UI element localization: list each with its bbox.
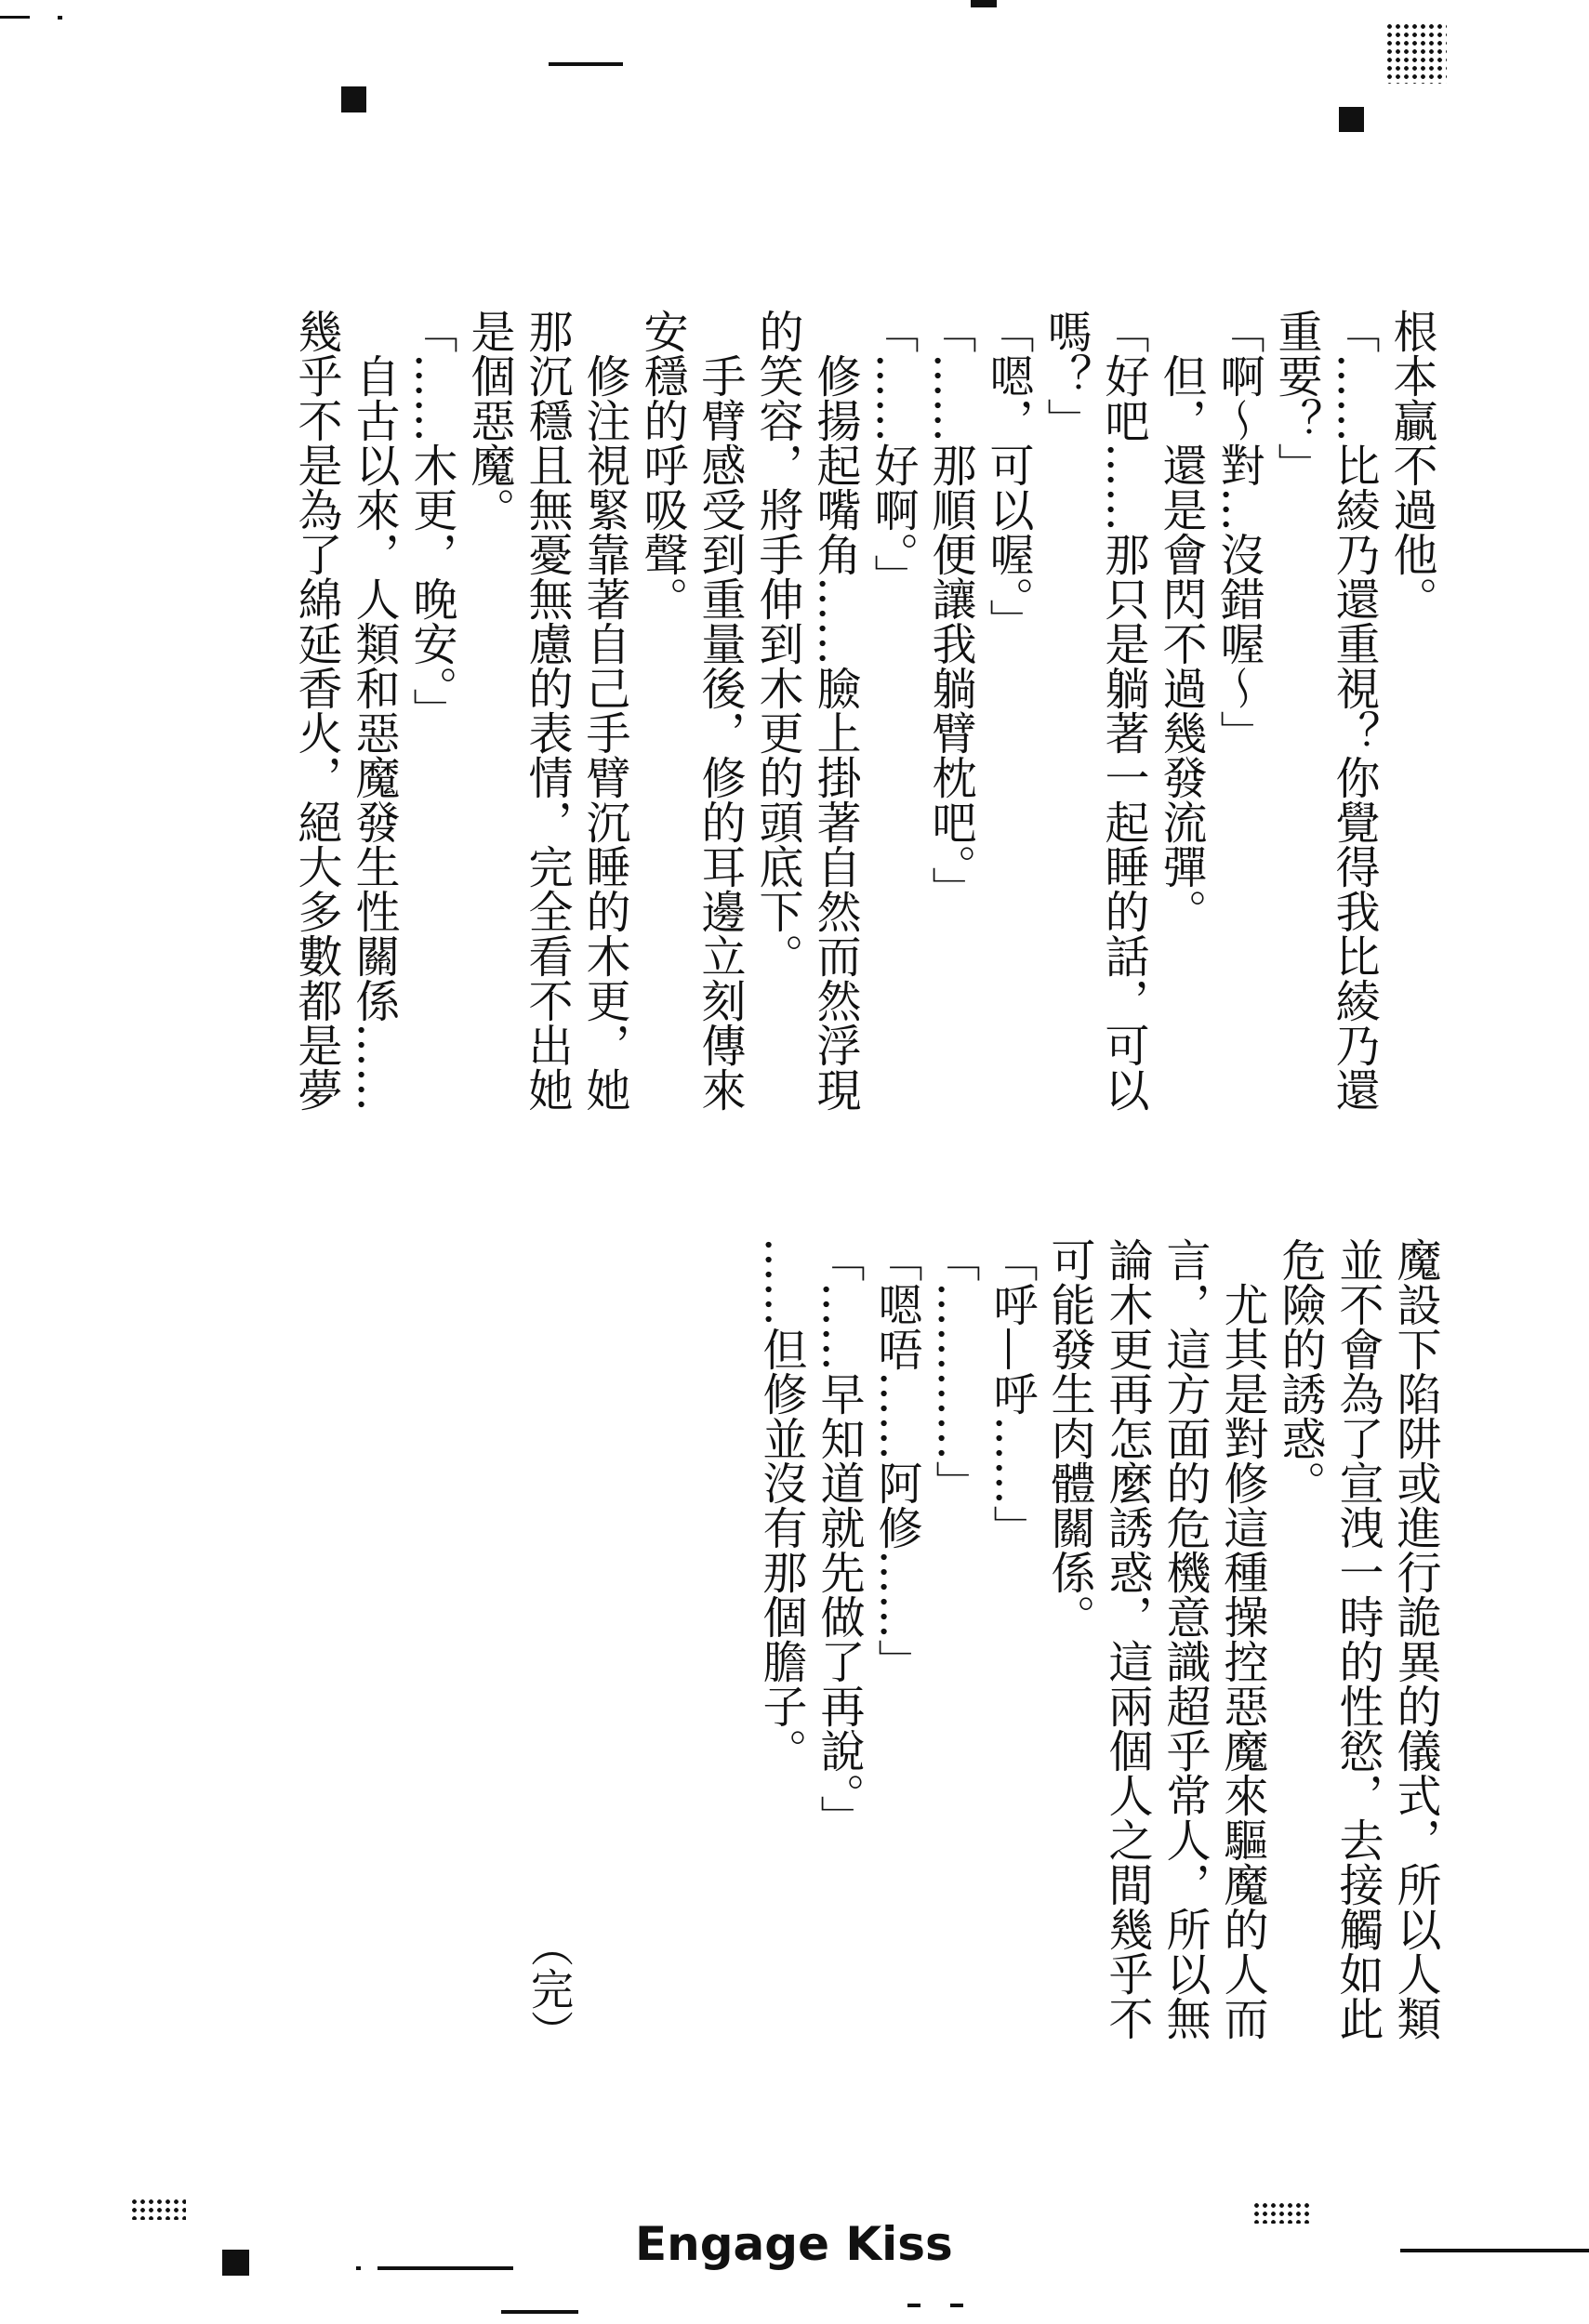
decor-corner — [907, 2304, 920, 2307]
text-column: 但，還是會閃不過幾發流彈。 — [1155, 309, 1207, 933]
decor-square — [1339, 107, 1364, 132]
text-column: 修注視緊靠著自己手臂沉睡的木更，她 — [578, 309, 630, 1112]
text-column: 安穩的呼吸聲。 — [636, 309, 688, 621]
text-column: 修揚起嘴角……臉上掛著自然而然浮現 — [809, 309, 861, 1112]
end-mark: （完） — [524, 1924, 575, 2053]
text-column: 「好吧……那只是躺著一起睡的話，可以 — [1097, 309, 1149, 1112]
decor-square — [222, 2250, 249, 2276]
text-column: 「……好啊。」 — [867, 309, 919, 599]
text-column: 重要？」 — [1270, 309, 1322, 487]
text-column: 尤其是對修這種操控惡魔來驅魔的人而 — [1216, 1237, 1268, 2040]
text-column: 魔設下陷阱或進行詭異的儀式，所以人類 — [1389, 1237, 1441, 2040]
text-column: 手臂感受到重量後，修的耳邊立刻傳來 — [694, 309, 746, 1112]
text-column: 「啊～對…沒錯喔～」 — [1212, 309, 1265, 755]
decor-line — [1400, 2249, 1589, 2252]
text-column: 「……那順便讓我躺臂枕吧。」 — [924, 309, 976, 911]
decor-bar — [971, 0, 997, 7]
decor-dot-grid — [1385, 22, 1447, 84]
text-column: 自古以來，人類和惡魔發生性關係…… — [348, 309, 400, 1112]
text-column: 「……木更，晚安。」 — [405, 309, 457, 733]
decor-line — [549, 62, 623, 66]
text-column: 言，這方面的危機意識超乎常人，所以無 — [1159, 1237, 1211, 2040]
decor-square — [341, 86, 366, 112]
text-column: 危險的誘惑。 — [1274, 1237, 1326, 1505]
body-text-lower — [752, 1237, 1444, 2040]
decor-corner — [950, 2304, 963, 2307]
decor-dot-grid — [1252, 2201, 1312, 2224]
text-column: 「……比綾乃還重視？你覺得我比綾乃還 — [1328, 309, 1380, 1112]
text-column: 幾乎不是為了綿延香火，絕大多數都是夢 — [290, 309, 342, 1112]
text-column: 「……早知道就先做了再說。」 — [813, 1237, 865, 1840]
text-column: 可能發生肉體關係。 — [1043, 1237, 1095, 1639]
decor-line — [377, 2266, 513, 2270]
body-text-upper — [287, 309, 1440, 1112]
text-column: 嗎？」 — [1039, 309, 1092, 442]
text-column: 「呼—呼……」 — [986, 1237, 1038, 1550]
footer-title: Engage Kiss — [635, 2217, 953, 2271]
decor-line — [501, 2310, 578, 2314]
decor-dot — [356, 2266, 361, 2270]
text-column: 根本贏不過他。 — [1385, 309, 1437, 621]
decor-dot-grid — [130, 2198, 186, 2220]
text-column: 「…………」 — [928, 1237, 980, 1505]
text-column: 是個惡魔。 — [463, 309, 515, 532]
text-column: 「嗯唔……阿修……」 — [870, 1237, 922, 1684]
text-column: 「嗯，可以喔。」 — [982, 309, 1034, 643]
text-column: 並不會為了宣洩一時的性慾，去接觸如此 — [1331, 1237, 1384, 2040]
text-column: 論木更再怎麼誘惑，這兩個人之間幾乎不 — [1101, 1237, 1153, 2040]
text-column: 的笑容，將手伸到木更的頭底下。 — [751, 309, 803, 978]
decor-line — [0, 16, 30, 19]
text-column: 那沉穩且無憂無慮的表情，完全看不出她 — [521, 309, 573, 1112]
text-column: ……但修並沒有那個膽子。 — [755, 1237, 807, 1773]
decor-dot — [58, 16, 62, 20]
